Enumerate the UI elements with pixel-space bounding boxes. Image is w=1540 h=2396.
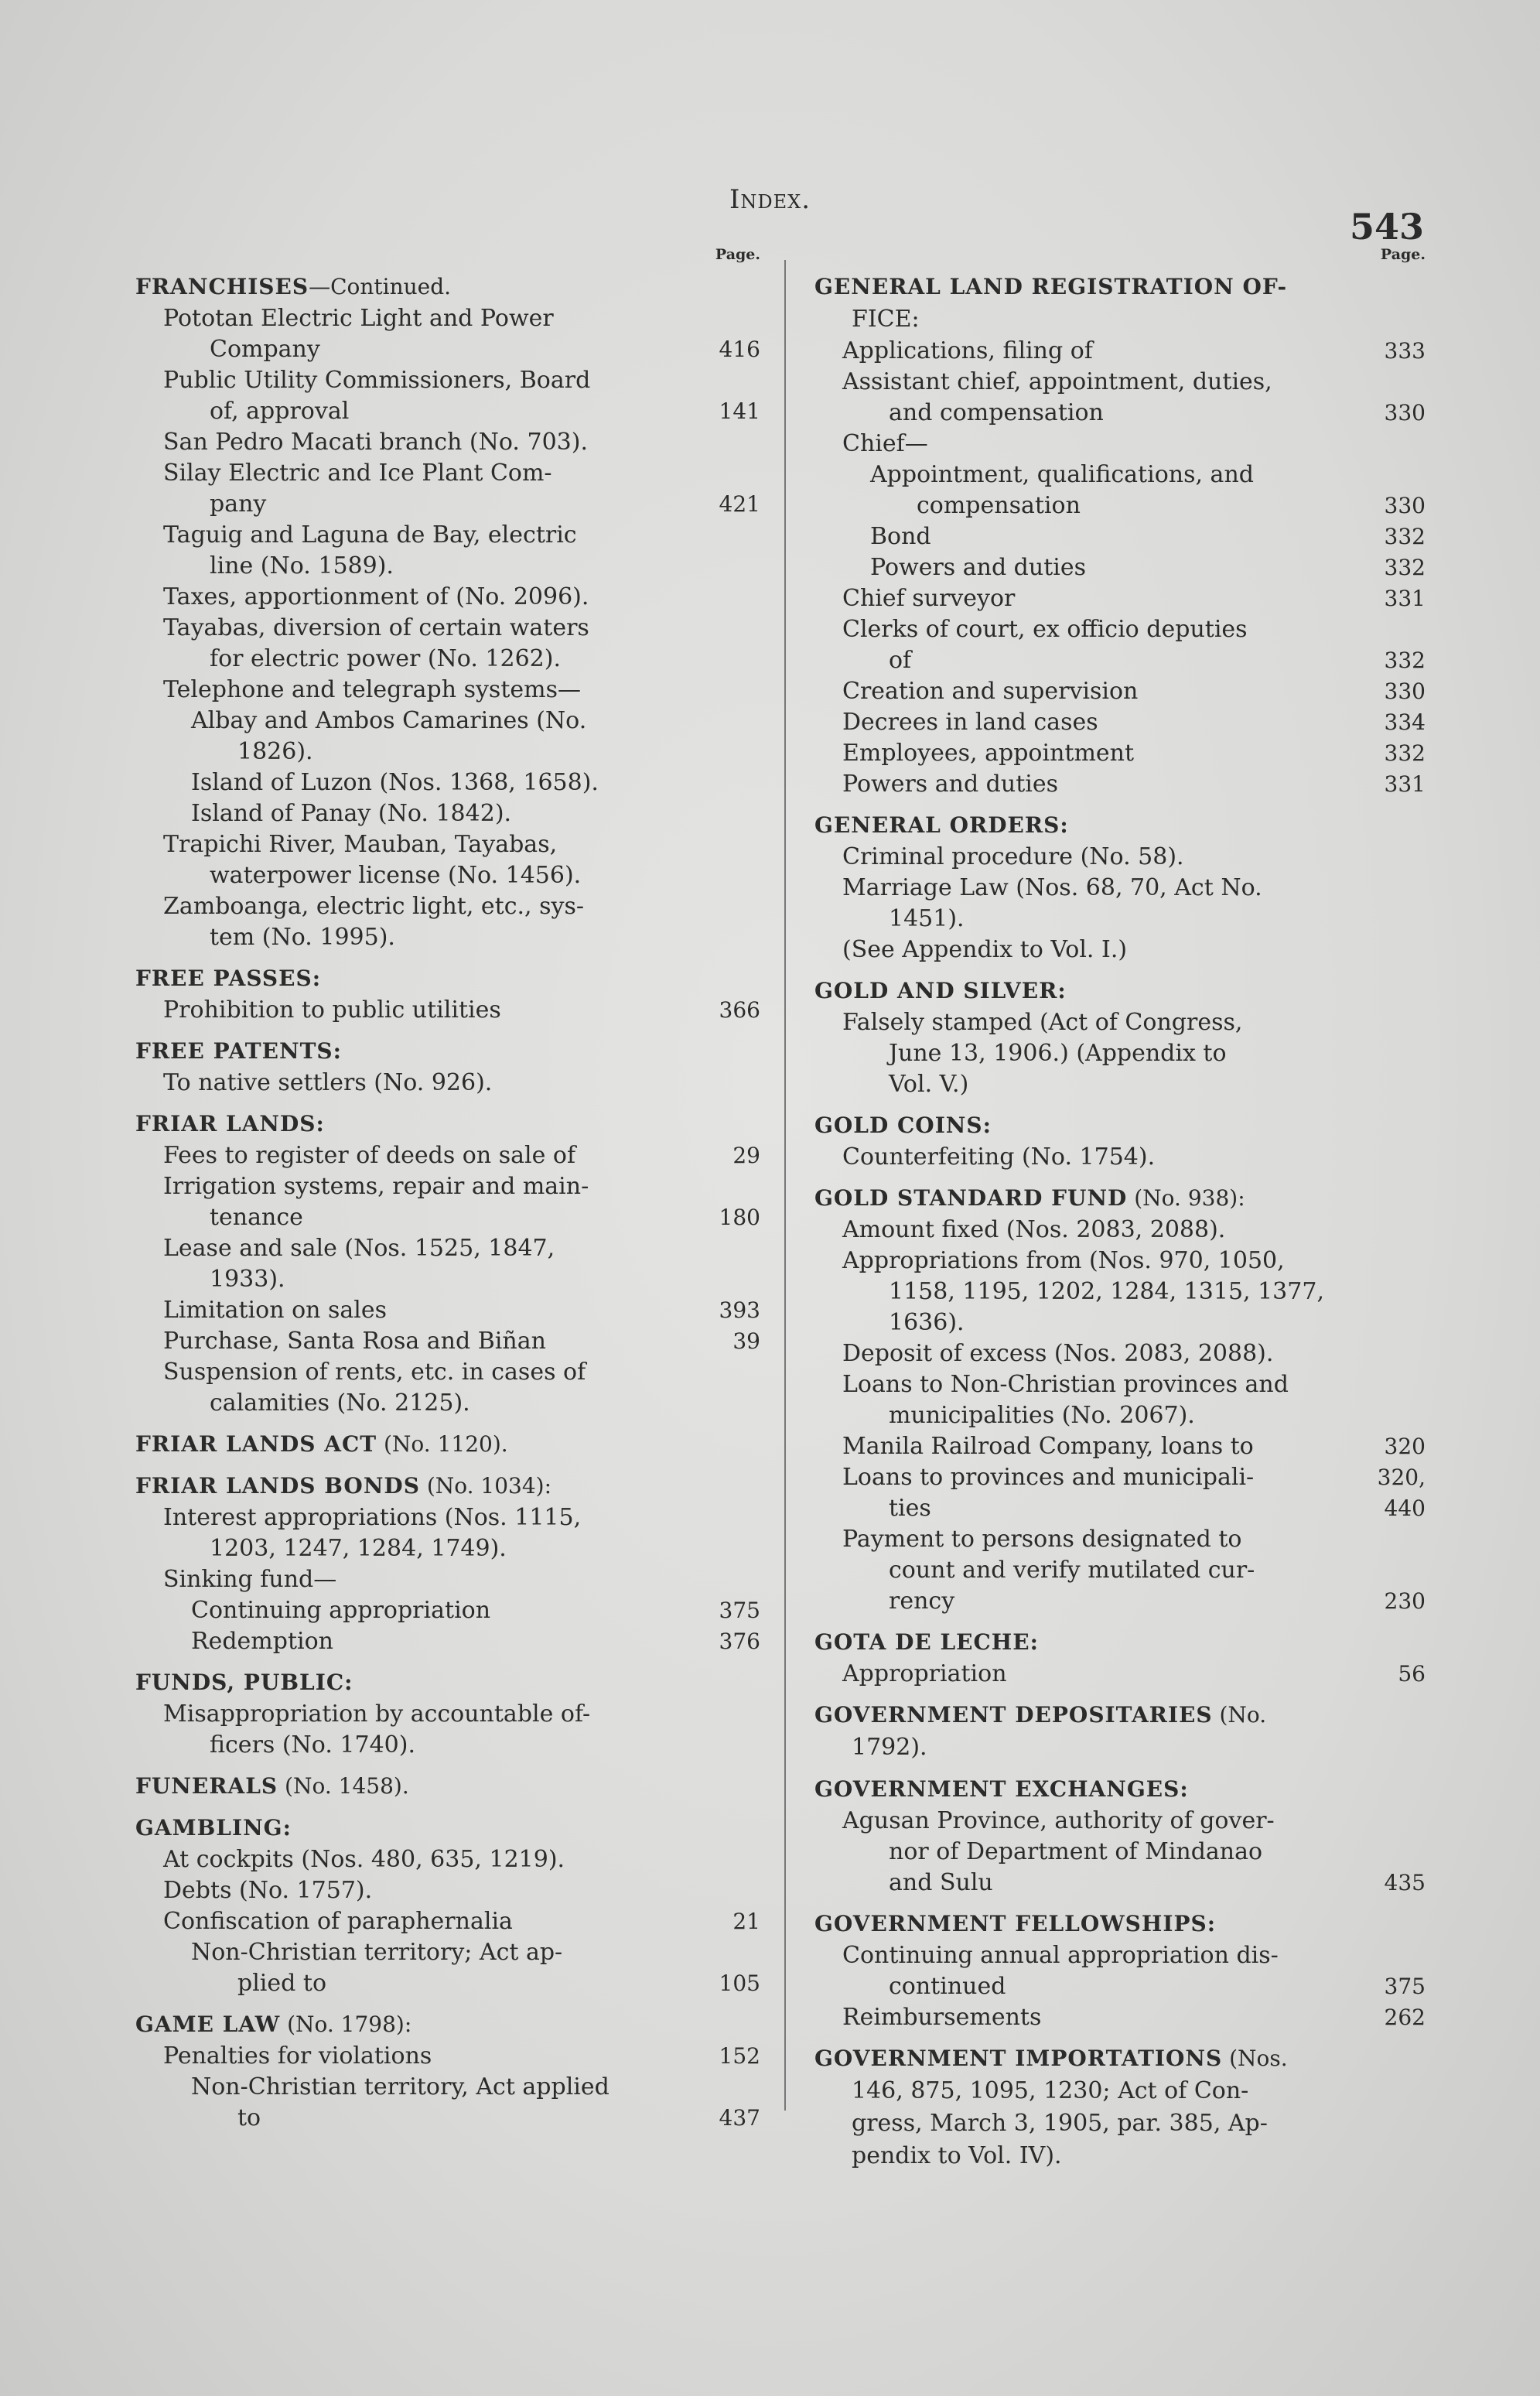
entry-continuation: 1636).	[889, 1309, 965, 1336]
index-heading	[814, 1908, 1426, 1940]
index-subentry	[814, 1246, 1426, 1338]
entry-continuation: and compensation	[889, 399, 1104, 426]
index-subentry	[135, 1171, 760, 1233]
entry-continuation: 1158, 1195, 1202, 1284, 1315, 1377,	[889, 1278, 1324, 1305]
page-ref: 332	[1384, 524, 1426, 549]
entry-text: Irrigation systems, repair and main-	[163, 1173, 589, 1200]
page-ref: 180	[719, 1205, 760, 1230]
entry-text: To native settlers (No. 926).	[163, 1069, 493, 1096]
entry-text: Non-Christian territory, Act applied	[191, 2073, 610, 2100]
index-subentry	[814, 1940, 1426, 2002]
page-ref: 375	[1384, 1974, 1426, 1999]
index-subentry	[814, 738, 1426, 769]
index-subentry	[814, 769, 1426, 800]
entry-continuation: count and verify mutilated cur-	[889, 1557, 1255, 1584]
index-subentry	[135, 1502, 760, 1564]
entry-text: Limitation on sales	[163, 1297, 388, 1324]
index-subentry	[814, 460, 1426, 521]
entry-text: Suspension of rents, etc. in cases of	[163, 1359, 586, 1386]
index-subentry	[135, 613, 760, 675]
index-heading	[814, 1109, 1426, 1142]
heading-text: FRIAR LANDS ACT	[135, 1431, 377, 1457]
page-ref: 21	[732, 1909, 760, 1934]
index-subentry	[814, 367, 1426, 429]
entry-text: Loans to Non-Christian provinces and	[842, 1371, 1289, 1398]
page-ref: 56	[1398, 1661, 1426, 1687]
index-subentry	[814, 1338, 1426, 1369]
heading-text: GOVERNMENT FELLOWSHIPS:	[814, 1911, 1217, 1936]
page-ref: 334	[1384, 709, 1426, 735]
entry-text: Appropriation	[842, 1660, 1007, 1687]
index-subentry	[135, 1937, 760, 1999]
column-divider	[784, 260, 786, 2111]
entry-text: Bond	[870, 523, 931, 550]
page-ref: 332	[1384, 555, 1426, 580]
index-subentry	[135, 1595, 760, 1626]
page-ref: 152	[719, 2043, 760, 2069]
page-ref: 332	[1384, 648, 1426, 673]
index-subentry	[814, 552, 1426, 583]
entry-continuation: tenance	[210, 1204, 303, 1231]
entry-text: Clerks of court, ex officio deputies	[842, 616, 1248, 643]
index-column-right	[814, 246, 1426, 2172]
page-ref: 262	[1384, 2005, 1426, 2030]
entry-text: Criminal procedure (No. 58).	[842, 843, 1184, 870]
entry-text: Penalties for violations	[163, 2042, 432, 2070]
index-heading	[135, 271, 760, 303]
heading-continuation: gress, March 3, 1905, par. 385, Ap-	[852, 2110, 1268, 2137]
heading-continuation: FICE:	[852, 306, 920, 333]
page-ref: 375	[719, 1598, 760, 1623]
entry-continuation: rency	[889, 1588, 955, 1615]
page-ref: 331	[1384, 771, 1426, 797]
entry-continuation: municipalities (No. 2067).	[889, 1402, 1195, 1429]
index-subentry	[814, 521, 1426, 552]
heading-continuation: 1792).	[852, 1734, 927, 1761]
index-subentry	[814, 1369, 1426, 1431]
entry-text: Non-Christian territory; Act ap-	[191, 1939, 563, 1966]
entry-continuation: for electric power (No. 1262).	[210, 645, 561, 672]
entry-text: Amount fixed (Nos. 2083, 2088).	[842, 1216, 1226, 1243]
heading-text: FRANCHISES	[135, 274, 309, 299]
entry-text: Redemption	[191, 1628, 333, 1655]
heading-text: GENERAL ORDERS:	[814, 812, 1069, 838]
index-subentry	[814, 1524, 1426, 1617]
heading-text: GOTA DE LECHE:	[814, 1629, 1039, 1655]
index-heading	[135, 1770, 760, 1803]
heading-ref: (No.	[1212, 1702, 1267, 1728]
page-ref: 320, 440	[1377, 1465, 1426, 1521]
heading-text: FUNERALS	[135, 1773, 278, 1799]
page-ref: 366	[719, 997, 760, 1023]
index-subentry	[814, 1806, 1426, 1899]
heading-ref: (No. 1120).	[377, 1431, 508, 1457]
entry-text: Applications, filing of	[842, 337, 1093, 364]
entry-text: Lease and sale (Nos. 1525, 1847,	[163, 1235, 555, 1262]
index-subentry	[814, 583, 1426, 614]
entry-text: Payment to persons designated to	[842, 1526, 1242, 1553]
index-subentry	[135, 582, 760, 613]
index-heading	[814, 1699, 1426, 1764]
page-ref: 421	[719, 491, 760, 517]
entry-text: Agusan Province, authority of gover-	[842, 1807, 1275, 1834]
page-ref: 330	[1384, 493, 1426, 518]
entry-text: San Pedro Macati branch (No. 703).	[163, 429, 588, 456]
entry-text: Trapichi River, Mauban, Tayabas,	[163, 831, 558, 858]
entry-continuation: ficers (No. 1740).	[210, 1731, 415, 1759]
entry-text: Debts (No. 1757).	[163, 1877, 373, 1904]
entry-text: Reimbursements	[842, 2004, 1042, 2031]
index-subentry	[135, 1699, 760, 1761]
entry-text: Falsely stamped (Act of Congress,	[842, 1009, 1243, 1036]
index-subentry	[135, 1233, 760, 1295]
entry-text: Island of Luzon (Nos. 1368, 1658).	[191, 769, 599, 796]
index-subentry	[135, 1068, 760, 1099]
entry-continuation: to	[237, 2104, 261, 2131]
index-subentry	[814, 1007, 1426, 1100]
heading-text: FUNDS, PUBLIC:	[135, 1670, 353, 1695]
index-subentry	[814, 873, 1426, 935]
entry-text: Appointment, qualifications, and	[870, 461, 1254, 488]
index-subentry	[135, 1564, 760, 1595]
entry-continuation: 1451).	[889, 905, 965, 932]
heading-text: GOLD COINS:	[814, 1113, 992, 1138]
entry-continuation: waterpower license (No. 1456).	[210, 862, 582, 889]
entry-text: Taxes, apportionment of (No. 2096).	[163, 583, 589, 610]
index-subentry	[814, 1142, 1426, 1173]
entry-continuation: 1933).	[210, 1266, 285, 1293]
entry-text: Zamboanga, electric light, etc., sys-	[163, 893, 584, 920]
index-subentry	[814, 1659, 1426, 1690]
index-heading	[814, 1773, 1426, 1806]
index-heading	[814, 809, 1426, 842]
page-ref: 333	[1384, 338, 1426, 364]
entry-continuation: compensation	[917, 492, 1081, 519]
index-subentry	[814, 429, 1426, 460]
entry-text: Purchase, Santa Rosa and Biñan	[163, 1328, 546, 1355]
page-ref: 105	[719, 1970, 760, 1996]
index-subentry	[135, 891, 760, 953]
entry-text: Chief—	[842, 430, 928, 457]
entry-text: Sinking fund—	[163, 1566, 337, 1593]
index-subentry	[814, 2002, 1426, 2033]
index-subentry	[814, 1215, 1426, 1246]
entry-continuation: continued	[889, 1973, 1006, 2000]
entry-text: Powers and duties	[870, 554, 1087, 581]
page-ref: 29	[732, 1143, 760, 1168]
index-heading	[135, 1812, 760, 1844]
heading-ref: —Continued.	[309, 274, 452, 299]
index-subentry	[135, 1626, 760, 1657]
entry-continuation: of, approval	[210, 398, 350, 425]
entry-text: Albay and Ambos Camarines (No.	[191, 707, 587, 734]
page-column-label: Page.	[715, 246, 760, 263]
entry-text: Tayabas, diversion of certain waters	[163, 614, 589, 641]
index-heading	[135, 2008, 760, 2041]
entry-text: Chief surveyor	[842, 585, 1016, 612]
index-heading	[814, 1626, 1426, 1659]
page-number: 543	[1349, 206, 1424, 248]
index-subentry	[135, 2072, 760, 2134]
page-ref: 416	[719, 337, 760, 362]
heading-text: GOVERNMENT EXCHANGES:	[814, 1776, 1189, 1802]
entry-text: Appropriations from (Nos. 970, 1050,	[842, 1247, 1285, 1274]
page-ref: 332	[1384, 740, 1426, 766]
entry-text: Deposit of excess (Nos. 2083, 2088).	[842, 1340, 1274, 1367]
heading-ref: (No. 1458).	[278, 1773, 409, 1799]
running-head: Index.	[729, 184, 811, 215]
entry-text: Interest appropriations (Nos. 1115,	[163, 1504, 582, 1531]
index-heading	[135, 1108, 760, 1140]
heading-text: GAMBLING:	[135, 1815, 292, 1841]
entry-continuation: 1826).	[237, 738, 313, 765]
page-ref: 39	[732, 1328, 760, 1354]
index-heading	[814, 2042, 1426, 2172]
entry-text: Silay Electric and Ice Plant Com-	[163, 460, 552, 487]
index-subentry	[135, 767, 760, 798]
entry-text: Decrees in land cases	[842, 709, 1098, 736]
entry-text: Assistant chief, appointment, duties,	[842, 368, 1272, 395]
index-subentry	[135, 458, 760, 520]
index-subentry	[135, 1357, 760, 1419]
entry-continuation: plied to	[237, 1970, 327, 1997]
entry-text: Pototan Electric Light and Power	[163, 305, 554, 332]
heading-text: FRIAR LANDS:	[135, 1111, 325, 1136]
page-ref: 393	[719, 1297, 760, 1323]
index-subentry	[135, 1875, 760, 1906]
heading-ref: (No. 1034):	[419, 1473, 552, 1499]
heading-text: FREE PASSES:	[135, 966, 322, 991]
index-subentry	[135, 706, 760, 767]
entry-text: Taguig and Laguna de Bay, electric	[163, 521, 577, 549]
index-heading	[814, 975, 1426, 1007]
entry-continuation: ties	[889, 1495, 931, 1522]
entry-text: Employees, appointment	[842, 740, 1135, 767]
index-heading	[135, 1035, 760, 1068]
index-subentry	[814, 842, 1426, 873]
entry-text: At cockpits (Nos. 480, 635, 1219).	[163, 1846, 565, 1873]
index-subentry	[814, 1462, 1426, 1524]
entry-text: Marriage Law (Nos. 68, 70, Act No.	[842, 874, 1262, 901]
entry-continuation: pany	[210, 490, 267, 518]
heading-ref: (Nos.	[1222, 2046, 1288, 2071]
entry-text: Fees to register of deeds on sale of	[163, 1142, 576, 1169]
heading-text: GOLD STANDARD FUND	[814, 1185, 1128, 1211]
entry-text: Confiscation of paraphernalia	[163, 1908, 513, 1935]
index-heading	[135, 962, 760, 995]
index-subentry	[135, 798, 760, 829]
entry-continuation: calamities (No. 2125).	[210, 1389, 470, 1417]
index-column-left	[135, 246, 760, 2134]
entry-text: Prohibition to public utilities	[163, 996, 501, 1024]
heading-ref: (No. 938):	[1127, 1185, 1245, 1211]
entry-text: Continuing annual appropriation dis-	[842, 1942, 1279, 1969]
entry-continuation: line (No. 1589).	[210, 552, 394, 579]
page-ref: 320	[1384, 1434, 1426, 1459]
index-subentry	[814, 1431, 1426, 1462]
index-subentry	[814, 676, 1426, 707]
entry-text: Telephone and telegraph systems—	[163, 676, 581, 703]
page-ref: 141	[719, 398, 760, 424]
entry-text: Manila Railroad Company, loans to	[842, 1433, 1254, 1460]
index-heading	[135, 1428, 760, 1461]
heading-text: GOLD AND SILVER:	[814, 978, 1067, 1003]
index-subentry	[135, 303, 760, 365]
entry-text: Island of Panay (No. 1842).	[191, 800, 512, 827]
entry-text: Public Utility Commissioners, Board	[163, 367, 591, 394]
entry-text: (See Appendix to Vol. I.)	[842, 936, 1128, 963]
entry-continuation: 1203, 1247, 1284, 1749).	[210, 1535, 507, 1562]
entry-continuation: of	[889, 647, 912, 674]
heading-text: GOVERNMENT DEPOSITARIES	[814, 1702, 1213, 1728]
entry-continuation: nor of Department of Mindanao	[889, 1838, 1263, 1865]
entry-text: Creation and supervision	[842, 678, 1139, 705]
index-subentry	[135, 829, 760, 891]
index-subentry	[135, 1326, 760, 1357]
index-subentry	[135, 1295, 760, 1326]
index-subentry	[135, 520, 760, 582]
index-subentry	[135, 675, 760, 706]
index-subentry	[135, 995, 760, 1026]
heading-text: FRIAR LANDS BONDS	[135, 1473, 420, 1499]
entry-text: Loans to provinces and municipali-	[842, 1464, 1255, 1491]
index-heading	[814, 1182, 1426, 1215]
entry-continuation: Vol. V.)	[889, 1071, 969, 1098]
index-heading	[135, 1666, 760, 1699]
index-heading	[814, 271, 1426, 336]
heading-text: GENERAL LAND REGISTRATION OF-	[814, 274, 1288, 299]
index-heading	[135, 1470, 760, 1502]
entry-text: Continuing appropriation	[191, 1597, 491, 1624]
page-ref: 376	[719, 1629, 760, 1654]
page-ref: 330	[1384, 400, 1426, 426]
page-ref: 330	[1384, 678, 1426, 704]
index-subentry	[135, 1844, 760, 1875]
index-subentry	[135, 365, 760, 427]
index-subentry	[135, 427, 760, 458]
heading-continuation: pendix to Vol. IV).	[852, 2142, 1062, 2169]
heading-text: GAME LAW	[135, 2011, 281, 2037]
index-subentry	[135, 2041, 760, 2072]
entry-text: Counterfeiting (No. 1754).	[842, 1143, 1156, 1171]
index-subentry	[814, 614, 1426, 676]
entry-text: Misappropriation by accountable of-	[163, 1700, 591, 1728]
index-subentry	[814, 707, 1426, 738]
page-ref: 331	[1384, 586, 1426, 611]
entry-text: Powers and duties	[842, 771, 1059, 798]
heading-ref: (No. 1798):	[280, 2011, 412, 2037]
entry-continuation: tem (No. 1995).	[210, 924, 395, 951]
index-subentry	[135, 1906, 760, 1937]
heading-text: GOVERNMENT IMPORTATIONS	[814, 2046, 1223, 2071]
entry-continuation: Company	[210, 336, 320, 363]
page-ref: 435	[1384, 1870, 1426, 1895]
entry-continuation: and Sulu	[889, 1869, 993, 1896]
heading-text: FREE PATENTS:	[135, 1038, 342, 1064]
page-column-label: Page.	[1380, 246, 1426, 263]
heading-continuation: 146, 875, 1095, 1230; Act of Con-	[852, 2077, 1249, 2104]
page-ref: 230	[1384, 1588, 1426, 1614]
index-subentry	[814, 935, 1426, 966]
index-subentry	[814, 336, 1426, 367]
entry-continuation: June 13, 1906.) (Appendix to	[889, 1040, 1227, 1067]
page-ref: 437	[719, 2105, 760, 2131]
index-subentry	[135, 1140, 760, 1171]
